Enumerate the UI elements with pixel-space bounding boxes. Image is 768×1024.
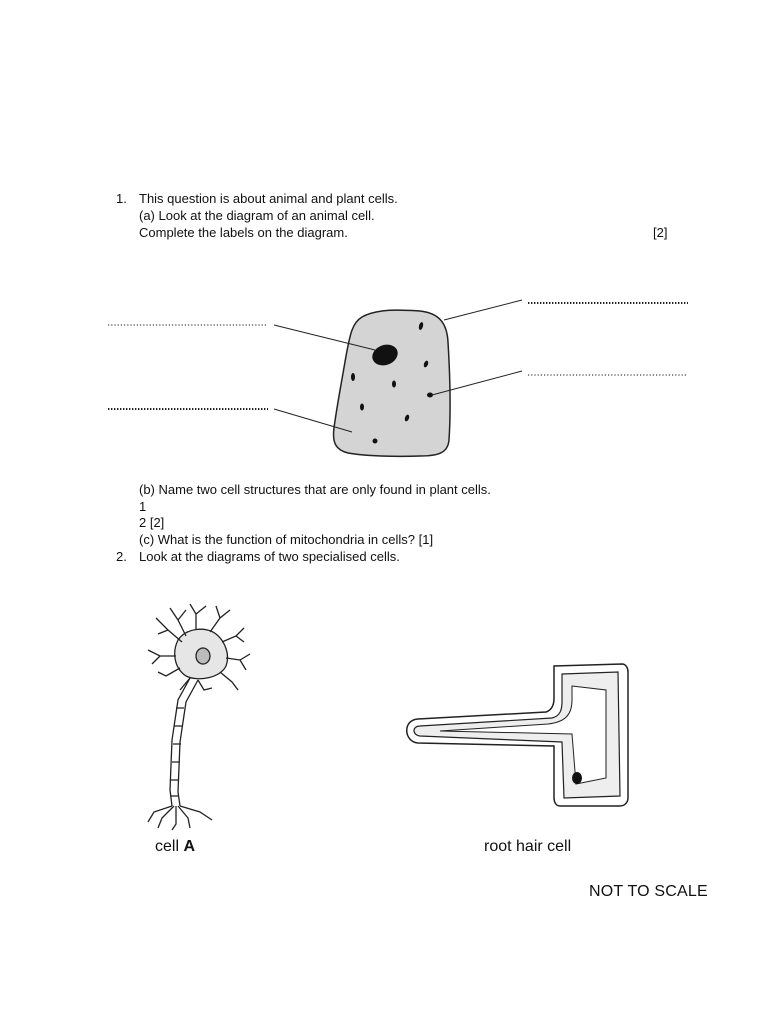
- question-1b-answer-1[interactable]: 1: [139, 499, 147, 514]
- neuron-nucleus: [196, 648, 210, 664]
- question-1a-marks: [2]: [653, 225, 668, 240]
- question-1a-instruction: (a) Look at the diagram of an animal cell.: [139, 208, 375, 223]
- cell-a-label: cell A: [155, 838, 196, 855]
- root-hair-cell: [407, 664, 628, 806]
- question-2-number: 2.: [116, 549, 127, 564]
- not-to-scale-note: NOT TO SCALE: [589, 883, 708, 900]
- question-1-intro: This question is about animal and plant cells.: [139, 191, 398, 206]
- question-1-number: 1.: [116, 191, 127, 206]
- root-hair-nucleus: [572, 772, 582, 784]
- question-1c-text: (c) What is the function of mitochondria in cells? [1]: [139, 532, 434, 547]
- neuron-cell: [148, 604, 250, 830]
- question-1a-task: Complete the labels on the diagram.: [139, 225, 348, 240]
- question-1b-answer-2[interactable]: 2 [2]: [139, 515, 165, 530]
- root-hair-cell-label: root hair cell: [484, 838, 572, 855]
- question-1b-text: (b) Name two cell structures that are only found in plant cells.: [139, 482, 491, 497]
- question-2-intro: Look at the diagrams of two specialised cells.: [139, 549, 400, 564]
